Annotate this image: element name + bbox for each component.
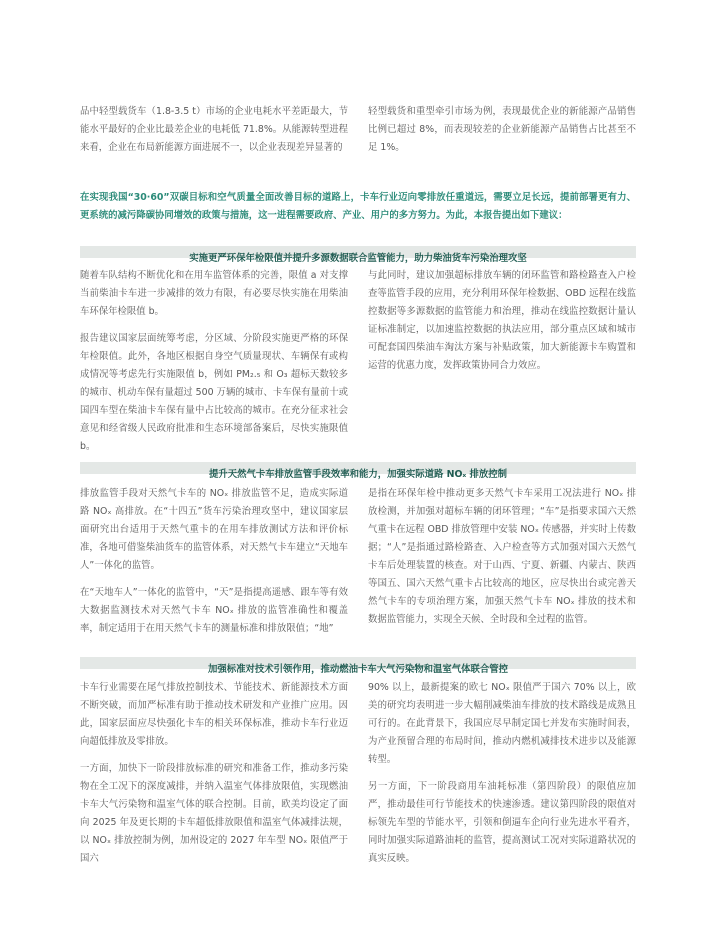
recommendation-lead: 在实现我国“30·60”双碳目标和空气质量全面改善目标的道路上，卡车行业迈向零排放任重道远，需要立足长远，提前部署更有力、更系统的减污降碳协同增效的政策与措施，这一进程需要政府、产业、用户的多方努力。为此，本报告提出如下建议： [80, 192, 636, 221]
paragraph: 90% 以上，最新提案的欧七 NOₓ 限值严于国六 70% 以上，欧美的研究均表明进一步大幅削减柴油车排放的技术路线是成熟且可行的。在此背景下，我国应尽早制定国七并发布实施时间表，为产业预留合理的布局时间，推动内燃机减排技术进步以及能源转型。 [368, 682, 636, 765]
section-3-right-column [368, 679, 636, 868]
paragraph: 卡车行业需要在尾气排放控制技术、节能技术、新能源技术方面不断突破，而加严标准有助于推动技术研发和产业推广应用。因此，国家层面应尽快强化卡车的相关环保标准，推动卡车行业迈向超低排放及零排放。 [80, 682, 348, 747]
paragraph: 与此同时，建议加强超标排放车辆的闭环监管和路检路查入户检查等监管手段的应用，充分利用环保年检数据、OBD 远程在线监控数据等多源数据的监管能力和治理，推动在线监控数据计量认证标准制定，以加速监控数据的执法应用，部分重点区域和城市可配套国四柴油车淘汰方案与补贴政策，加大新能源卡车购置和运营的优惠力度，发挥政策协同合力效应。 [368, 270, 636, 371]
section-2-right-column [368, 485, 636, 629]
intro-left-column [80, 103, 348, 157]
section-2-left-column [80, 485, 348, 638]
paragraph: 随着车队结构不断优化和在用车监管体系的完善，限值 a 对支撑当前柴油卡车进一步减排的效力有限，有必要尽快实施在用柴油车环保年检限值 b。 [80, 270, 348, 317]
section-heading-text: 实施更严环保年检限值并提升多源数据联合监管能力，助力柴油货车污染治理攻坚 [189, 253, 527, 264]
paragraph: 报告建议国家层面统筹考虑，分区域、分阶段实施更严格的环保年检限值。此外，各地区根据自身空气质量现状、车辆保有或构成情况等考虑先行实施限值 b，例如 PM₂.₅ 和 O₃ 超标天数较多的城市、机动车保有量超过 500 万辆的城市、卡车保有量前十或国四车型在柴油卡车保有量中占比较高的城市。在充分征求社会意见和经省级人民政府批准和生态环境部备案后，尽快实施限值 b。 [80, 333, 348, 452]
section-heading-text: 加强标准对技术引领作用，推动燃油卡车大气污染物和温室气体联合管控 [207, 664, 508, 675]
paragraph: 一方面，加快下一阶段排放标准的研究和准备工作，推动多污染物在全工况下的深度减排，并纳入温室气体排放限值，实现燃油卡车大气污染物和温室气体的联合控制。目前，欧美均设定了面向 2025 年及更长期的卡车超低排放限值和温室气体减排法规，以 NOₓ 排放控制为例，加州设定的 2027 年车型 NOₓ 限值严于国六 [80, 763, 348, 864]
section-heading-2 [80, 462, 636, 480]
paragraph: 轻型载货和重型牵引市场为例，表现最优企业的新能源产品销售比例已超过 8%，而表现较差的企业新能源产品销售占比甚至不足 1%。 [368, 106, 636, 153]
paragraph: 排放监管手段对天然气卡车的 NOₓ 排放监管不足，造成实际道路 NOₓ 高排放。在“十四五”货车污染治理攻坚中，建议国家层面研究出台适用于天然气重卡的在用车排放测试方法和评价标准，各地可借鉴柴油货车的监管体系，对天然气卡车建立“天地车人”一体化的监管。 [80, 488, 348, 571]
section-heading-3 [80, 657, 636, 675]
paragraph: 是指在环保年检中推动更多天然气卡车采用工况法进行 NOₓ 排放检测，并加强对超标车辆的闭环管理；“车”是指要求国六天然气重卡在远程 OBD 排放管理中安装 NOₓ 传感器，并实时上传数据；“人”是指通过路检路查、入户检查等方式加强对国六天然气卡车后处理装置的核查。对于山西、宁夏、新疆、内蒙古、陕西等国五、国六天然气重卡占比较高的地区，应尽快出台或完善天然气卡车的专项治理方案，加强天然气卡车 NOₓ 排放的技术和数据监管能力，实现全天候、全时段和全过程的监管。 [368, 488, 636, 625]
paragraph: 另一方面，下一阶段商用车油耗标准（第四阶段）的限值应加严，推动最佳可行节能技术的快速渗透。建议第四阶段的限值对标领先车型的节能水平，引领和倒逼车企向行业先进水平看齐，同时加强实际道路油耗的监管，提高测试工况对实际道路状况的真实反映。 [368, 781, 636, 864]
section-heading-text: 提升天然气卡车排放监管手段效率和能力，加强实际道路 NOₓ 排放控制 [208, 469, 508, 480]
section-1-right-column [368, 267, 636, 375]
intro-right-column [368, 103, 636, 157]
section-1-left-column [80, 267, 348, 456]
paragraph: 在“天地车人”一体化的监管中，“天”是指提高遥感、跟车等有效大数据监测技术对天然气卡车 NOₓ 排放的监管准确性和覆盖率，制定适用于在用天然气卡车的测量标准和排放限值；“地” [80, 587, 348, 634]
section-3-left-column [80, 679, 348, 868]
paragraph: 品中轻型载货车（1.8-3.5 t）市场的企业电耗水平差距最大，节能水平最好的企业比最差企业的电耗低 71.8%。从能源转型进程来看，企业在布局新能源方面进展不一，以企业表现差异显著的 [80, 106, 348, 153]
section-heading-1 [80, 246, 636, 264]
